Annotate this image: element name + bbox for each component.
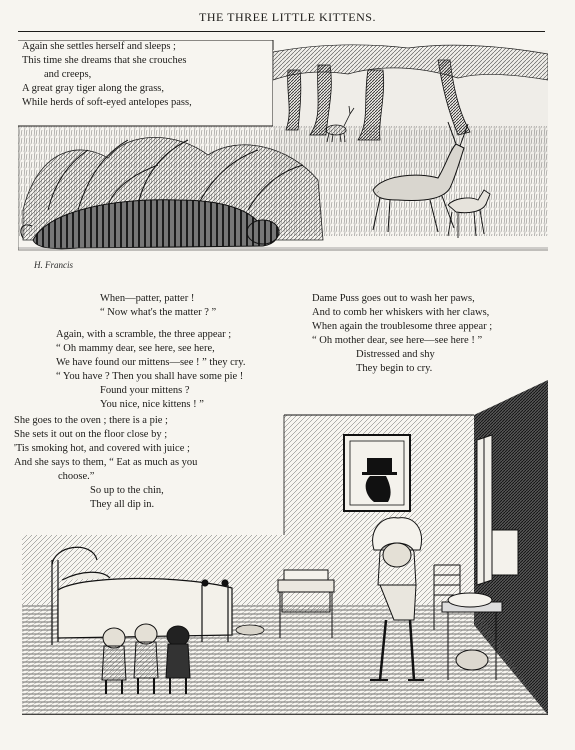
verse-line: Again she settles herself and sleeps ; <box>22 41 176 52</box>
verse-line: Found your mittens ? <box>100 385 190 396</box>
verse-line: “ Oh mother dear, see here—see here ! ” <box>312 335 483 346</box>
silhouette-portrait <box>344 435 410 511</box>
verse-line: Again, with a scramble, the three appear ; <box>56 329 232 340</box>
header-rule <box>18 31 545 32</box>
verse-line: She goes to the oven ; there is a pie ; <box>14 415 168 426</box>
verse-line: 'Tis smoking hot, and covered with juice ; <box>14 443 190 454</box>
verse-line: You nice, nice kittens ! ” <box>100 399 204 410</box>
verse-line: A great gray tiger along the grass, <box>22 83 164 94</box>
verse-line: choose.” <box>58 471 95 482</box>
artist-signature: H. Francis <box>34 260 73 270</box>
verse-line: When—patter, patter ! <box>100 293 195 304</box>
middle-right-verse <box>312 292 492 376</box>
verse-line: This time she dreams that she crouches <box>22 55 187 66</box>
stanza-gap <box>56 320 245 328</box>
verse-line: Distressed and shy <box>356 349 435 360</box>
verse-line: We have found our mittens—see ! ” they cry. <box>56 357 246 368</box>
page-header: THE THREE LITTLE KITTENS. <box>199 10 376 24</box>
top-verse <box>22 40 192 110</box>
verse-line: So up to the chin, <box>90 485 164 496</box>
verse-line: And to comb her whiskers with her claws, <box>312 307 490 318</box>
verse-line: Dame Puss goes out to wash her paws, <box>312 293 475 304</box>
verse-line: When again the troublesome three appear ; <box>312 321 493 332</box>
verse-line: She sets it out on the floor close by ; <box>14 429 168 440</box>
verse-line: and creeps, <box>44 69 92 80</box>
lower-verse <box>14 414 197 512</box>
verse-line: While herds of soft-eyed antelopes pass, <box>22 97 192 108</box>
verse-line: “ Oh mammy dear, see here, see here, <box>56 343 215 354</box>
verse-line: “ Now what's the matter ? ” <box>100 307 217 318</box>
verse-line: “ You have ? Then you shall have some pie ! <box>56 371 244 382</box>
verse-line: And she says to them, “ Eat as much as you <box>14 457 198 468</box>
pie <box>236 625 264 635</box>
verse-line: They begin to cry. <box>356 363 433 374</box>
window <box>477 435 492 585</box>
verse-line: They all dip in. <box>90 499 155 510</box>
